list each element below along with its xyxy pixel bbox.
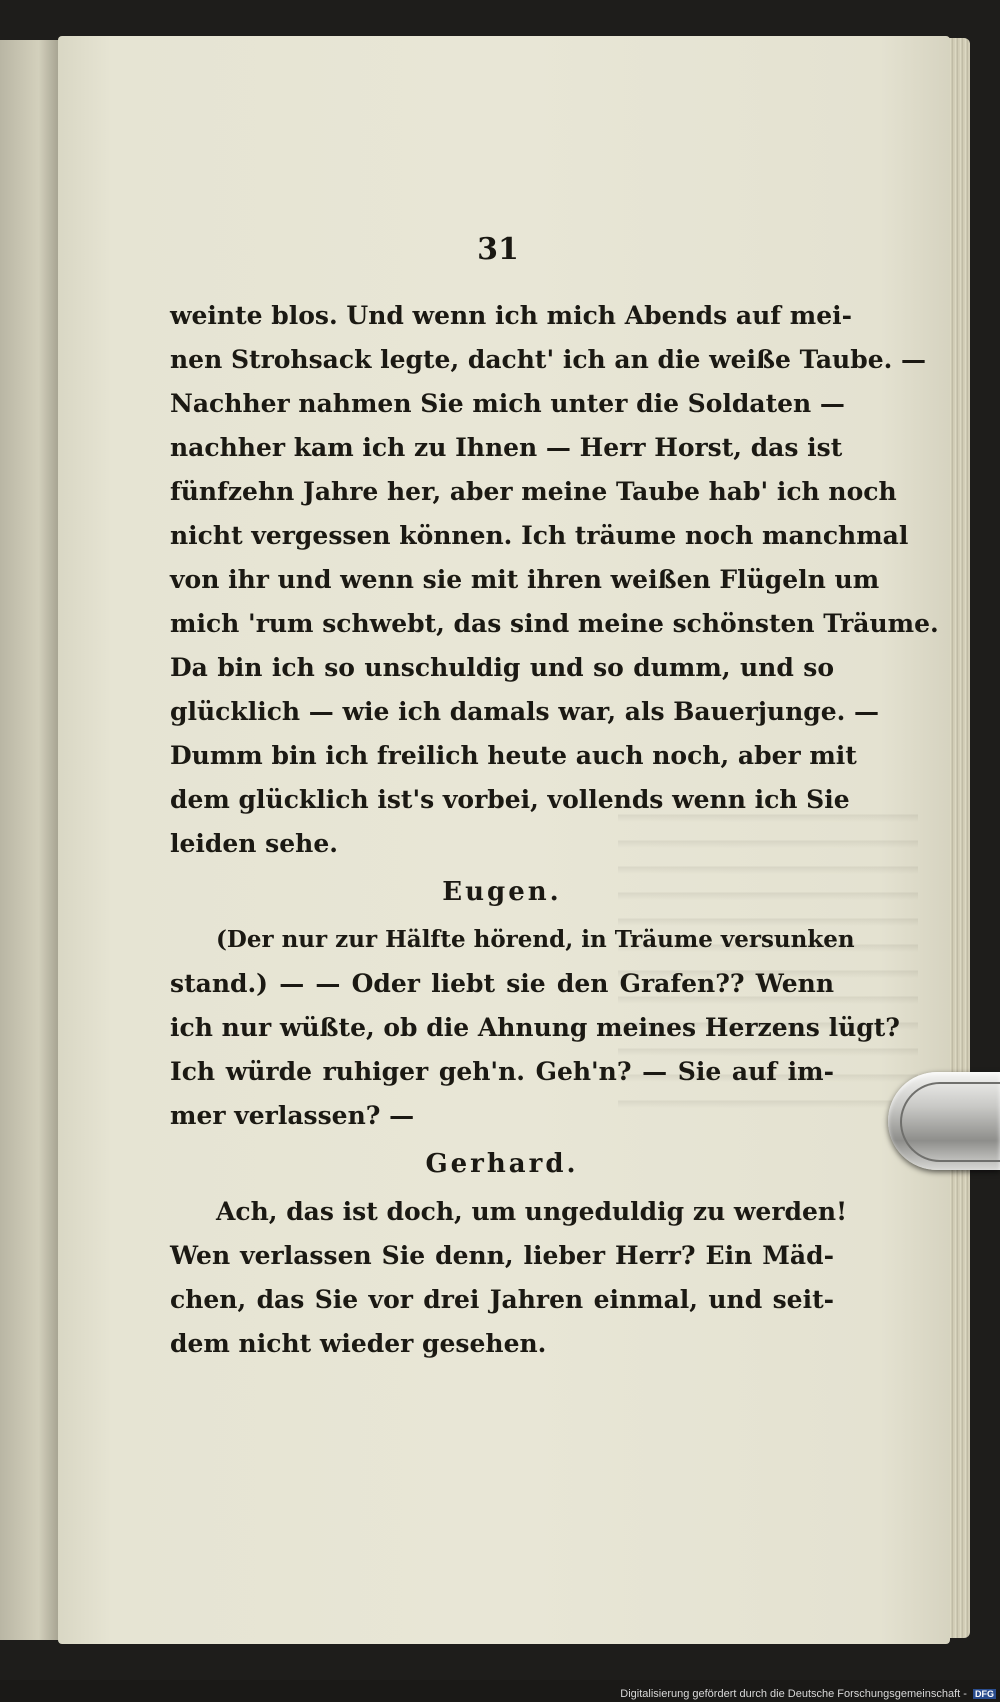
text-line: Wen verlassen Sie denn, lieber Herr? Ein Mäd- xyxy=(170,1241,834,1270)
text-line: nicht vergessen können. Ich träume noch manchmal xyxy=(170,521,909,550)
text-line: Nachher nahmen Sie mich unter die Soldaten — xyxy=(170,389,845,418)
book-page xyxy=(58,36,950,1644)
text-line: Da bin ich so unschuldig und so dumm, und so xyxy=(170,653,834,682)
stage-direction-line: (Der nur zur Hälfte hörend, in Träume versunken xyxy=(216,926,855,953)
text-line: fünfzehn Jahre her, aber meine Taube hab' ich noch xyxy=(170,477,897,506)
credit-text: Digitalisierung gefördert durch die Deutsche Forschungsgemeinschaft - xyxy=(620,1688,967,1700)
text-line: dem nicht wieder gesehen. xyxy=(170,1329,547,1358)
text-line: leiden sehe. xyxy=(170,829,338,858)
text-line: mich 'rum schwebt, das sind meine schönsten Träume. xyxy=(170,609,939,638)
dfg-logo-icon: DFG xyxy=(975,1689,994,1700)
page-number: 31 xyxy=(477,232,519,267)
text-line: mer verlassen? — xyxy=(170,1101,415,1130)
text-line: ich nur wüßte, ob die Ahnung meines Herzens lügt? xyxy=(170,1013,900,1042)
page-clip-rim xyxy=(900,1082,1000,1162)
page-body xyxy=(170,294,939,1366)
text-line: glücklich — wie ich damals war, als Bauerjunge. — xyxy=(170,697,880,726)
text-line: dem glücklich ist's vorbei, vollends wenn ich Sie xyxy=(170,785,850,814)
speaker-name-gerhard: Gerhard. xyxy=(425,1149,579,1179)
text-line: weinte blos. Und wenn ich mich Abends auf mei- xyxy=(170,301,852,330)
text-line: stand.) — — Oder liebt sie den Grafen?? Wenn xyxy=(170,969,834,998)
speaker-name-eugen: Eugen. xyxy=(442,877,562,907)
digitization-credit xyxy=(620,1688,996,1700)
text-line: chen, das Sie vor drei Jahren einmal, und seit- xyxy=(170,1285,834,1314)
text-line: nachher kam ich zu Ihnen — Herr Horst, das ist xyxy=(170,433,843,462)
text-line: nen Strohsack legte, dacht' ich an die weiße Taube. — xyxy=(170,345,927,374)
text-line: Ich würde ruhiger geh'n. Geh'n? — Sie auf im- xyxy=(170,1057,834,1086)
text-line: von ihr und wenn sie mit ihren weißen Flügeln um xyxy=(170,565,880,594)
text-line: Dumm bin ich freilich heute auch noch, aber mit xyxy=(170,741,857,770)
text-line: Ach, das ist doch, um ungeduldig zu werden! xyxy=(216,1197,848,1226)
